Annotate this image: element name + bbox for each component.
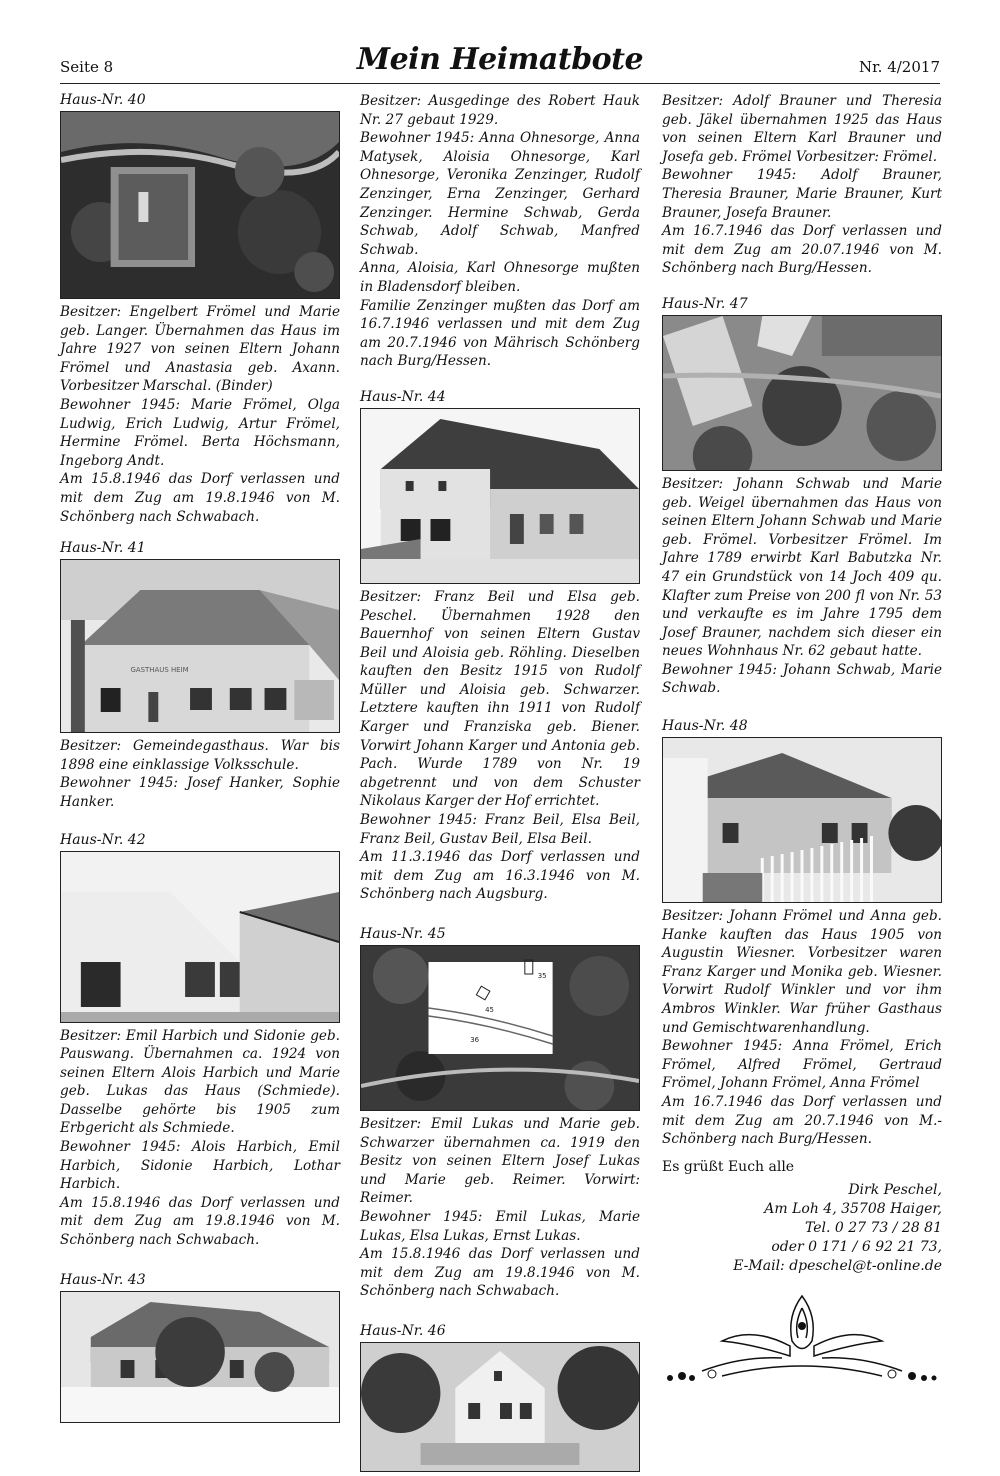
aerial-photo [662, 315, 942, 471]
house-photo [60, 1291, 340, 1423]
aerial-photo [60, 111, 340, 299]
house-caption: Haus-Nr. 46 [360, 1322, 446, 1339]
house-photo [60, 559, 340, 733]
house-description: Besitzer: Johann Schwab und Marie geb. Weigel übernahmen das Haus von seinen Eltern Johann Schwab und Marie geb. Frömel. Vorbesitzer Frömel. Im Jahre 1789 erwirbt Karl Babutzka Nr. 47 ein Grundstück von 14 Joch 409 qu. Klafter zum Preise von 200 fl von Nr. 53 und verkaufte es im Jahre 1795 dem Josef Brauner, nachdem sich dieser ein neues Wohnhaus Nr. 62 gebaut hatte. Bewohner 1945: Johann Schwab, Marie Schwab. [662, 475, 942, 697]
map-label-35: 35 [537, 971, 547, 981]
house-photo [662, 737, 942, 903]
page-number: Seite 8 [60, 58, 114, 76]
column-middle [360, 92, 640, 1476]
house-42 [60, 832, 340, 1250]
house-45 [360, 926, 640, 1301]
house-caption: Haus-Nr. 40 [60, 92, 146, 108]
house-caption: Haus-Nr. 47 [662, 295, 748, 312]
house-48 [662, 718, 942, 1149]
page-header [60, 42, 940, 78]
map-label-45: 45 [485, 1005, 494, 1015]
house-description: Besitzer: Gemeindegasthaus. War bis 1898 eine einklassige Volksschule. Bewohner 1945: Josef Hanker, Sophie Hanker. [60, 738, 340, 810]
house-caption: Haus-Nr. 41 [60, 540, 146, 557]
house-43 [60, 1272, 340, 1423]
house-description: Besitzer: Emil Lukas und Marie geb. Schwarzer übernahmen ca. 1919 den Besitz von seinen Eltern Josef Lukas und Marie geb. Reimer. Vorwirt: Reimer. Bewohner 1945: Emil Lukas, Marie Lukas, Elsa Lukas, Ernst Lukas. Am 15.8.1946 das Dorf verlassen und mit dem Zug am 19.8.1946 von M. Schönberg nach Schwabach. [360, 1116, 640, 1300]
house-caption: Haus-Nr. 44 [360, 388, 446, 405]
house-description: Besitzer: Engelbert Frömel und Marie geb. Langer. Übernahmen das Haus im Jahre 1927 von seinen Eltern Johann Frömel und Anastasia geb. Axann. Vorbesitzer Marschal. (Binder) Bewohner 1945: Marie Frömel, Olga Ludwig, Erich Ludwig, Artur Frömel, Hermine Frömel. Berta Höchsmann, Ingeborg Andt. Am 15.8.1946 das Dorf verlassen und mit dem Zug am 19.8.1946 von M. Schönberg nach Schwabach. [60, 304, 340, 525]
house-photo [360, 408, 640, 584]
map-label-36: 36 [470, 1035, 480, 1045]
column-right [662, 92, 942, 1390]
house-caption: Haus-Nr. 48 [662, 718, 748, 735]
house-description: Besitzer: Franz Beil und Elsa geb. Peschel. Übernahmen 1928 den Bauernhof von seinen Eltern Gustav Beil und Aloisia geb. Röhling. Dieselben kauften den Besitz 1915 von Rudolf Müller und Aloisia geb. Schwarzer. Letztere kauften ihn 1911 von Rudolf Karger und Franziska geb. Biener. Vorwirt Johann Karger und Antonia geb. Pach. Wurde 1789 von Nr. 19 abgetrennt und von dem Schuster Nikolaus Karger der Hof errichtet. Bewohner 1945: Franz Beil, Elsa Beil, Franz Beil, Gustav Beil, Elsa Beil. Am 11.3.1946 das Dorf verlassen und mit dem Zug am 16.3.1946 von M. Schönberg nach Augsburg. [360, 588, 640, 903]
column-left [60, 92, 340, 1427]
greeting: Es grüßt Euch alle [662, 1158, 795, 1175]
house-description: Besitzer: Johann Frömel und Anna geb. Hanke kauften das Haus 1905 von Augustin Wiesner. Vorbesitzer waren Franz Karger und Monika geb. Wiesner. Vorwirt Rudolf Winkler und vor ihm Ambros Winkler. War früher Gasthaus und Gemischtwarenhandlung. Bewohner 1945: Anna Frömel, Erich Frömel, Alfred Frömel, Gertraud Frömel, Johann Frömel, Anna Frömel Am 16.7.1946 das Dorf verlassen und mit dem Zug am 20.7.1946 von M.-Schönberg nach Burg/Hessen. [662, 908, 942, 1148]
signature-block: Dirk Peschel, Am Loh 4, 35708 Haiger, Tel. 0 27 73 / 28 81 oder 0 171 / 6 92 21 73, E-Mail: dpeschel@t-online.de [662, 1181, 942, 1276]
decorative-ornament-icon [662, 1286, 942, 1390]
email-address: E-Mail: dpeschel@t-online.de [733, 1257, 942, 1274]
house-photo [360, 1342, 640, 1472]
house-40 [60, 92, 340, 526]
house-44 [360, 389, 640, 904]
header-rule [60, 83, 940, 84]
house-caption: Haus-Nr. 45 [360, 926, 446, 942]
house-46-description: Besitzer: Adolf Brauner und Theresia geb. Jäkel übernahmen 1925 das Haus von seinen Eltern Karl Brauner und Josefa geb. Frömel Vorbesitzer: Frömel. Bewohner 1945: Adolf Brauner, Theresia Brauner, Marie Brauner, Kurt Brauner, Josefa Brauner. Am 16.7.1946 das Dorf verlassen und mit dem Zug am 20.07.1946 von M. Schönberg nach Burg/Hessen. [662, 93, 942, 277]
house-46 [360, 1323, 640, 1472]
house-description: Besitzer: Emil Harbich und Sidonie geb. Pauswang. Übernahmen ca. 1924 von seinen Eltern Alois Harbich und Marie geb. Lukas das Haus (Schmiede). Dasselbe gehörte bis 1905 zum Erbgericht als Schmiede. Bewohner 1945: Alois Harbich, Emil Harbich, Sidonie Harbich, Lothar Harbich. Am 15.8.1946 das Dorf verlassen und mit dem Zug am 19.8.1946 von M. Schönberg nach Schwabach. [60, 1027, 340, 1249]
house-photo [60, 851, 340, 1023]
house-41 [60, 540, 340, 811]
newspaper-masthead: Mein Heimatbote [356, 42, 644, 77]
house-caption: Haus-Nr. 43 [60, 1271, 146, 1288]
map-photo [360, 945, 640, 1111]
issue-number: Nr. 4/2017 [859, 58, 940, 76]
gasthaus-sign: GASTHAUS HEIM [130, 666, 189, 675]
house-43-description: Besitzer: Ausgedinge des Robert Hauk Nr. 27 gebaut 1929. Bewohner 1945: Anna Ohnesorge, Anna Matysek, Aloisia Ohnesorge, Karl Ohnesorge, Veronika Zenzinger, Rudolf Zenzinger, Erna Zenzinger, Gerhard Zenzinger. Hermine Schwab, Gerda Schwab, Adolf Schwab, Manfred Schwab. Anna, Aloisia, Karl Ohnesorge mußten in Bladensdorf bleiben. Familie Zenzinger mußten das Dorf am 16.7.1946 verlassen und mit dem Zug am 20.7.1946 von Mährisch Schönberg nach Burg/Hessen. [360, 93, 640, 370]
house-47 [662, 296, 942, 698]
house-caption: Haus-Nr. 42 [60, 831, 146, 848]
